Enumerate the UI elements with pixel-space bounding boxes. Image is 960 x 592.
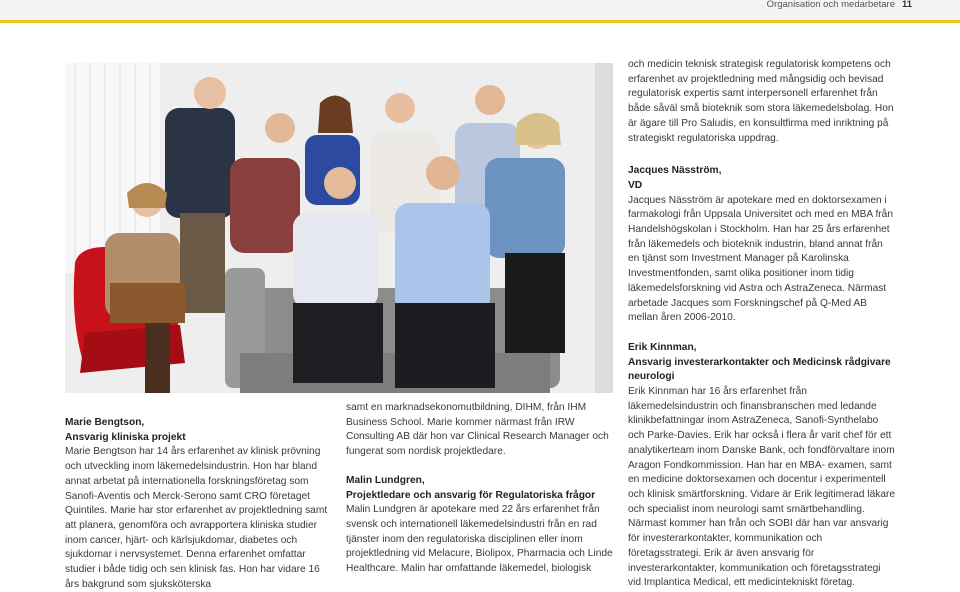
person-role: Ansvarig kliniska projekt (65, 431, 186, 443)
person-bio: Marie Bengtson har 14 års erfarenhet av klinisk prövning och utveckling inom läkemedelsindustrin. Hon har bland annat arbetat på internationella forskningsföretag som Sanofi-Aventis och Merck-Serono samt CRO företaget Quintiles. Marie har stor erfarenhet av projektledning samt att planera, genomföra och avrapportera kliniska studier inom cancer, hjärt- och kärlsjukdomar, diabetes och sjukdomar i nervsystemet. Denna erfarenhet omfattar studier i både tidig och sen klinisk fas. Hon har vidare 16 års bakgrund som sjuksköterska (65, 446, 328, 590)
page-number: 11 (901, 0, 912, 10)
person-name: Erik Kinnman, (628, 341, 697, 353)
person-bio: Malin Lundgren är apotekare med 22 års erfarenhet från svensk och internationell läkemedelsindustri från en rad tjänster inom den regulatoriska disciplinen eller inom projektledning vid Melacure, Biolipox, Pharmacia och Linde Healthcare. Malin har omfattande läkemedel, biologisk (346, 504, 613, 575)
column-right (628, 58, 896, 591)
person-name: Jacques Näsström, (628, 165, 722, 177)
person-bio: Erik Kinnman har 16 års erfarenhet från läkemedelsindustrin och finansbranschen med ledande klinikbefattningar inom AstraZeneca, Sanofi-Synthelabo och Parke-Davies. Erik har också i flera år varit chef för ett analytikerteam inom Danske Bank, och fondförvaltare inom Aragon Fondkommission. Han har en MBA- examen, samt en medicine doktorsexamen och docentur i experimentell och klinisk smärtforskning. Vidare är Erik legitimerad läkare och specialist inom neurologi samt smärtbehandling. Närmast kommer han från och SOBI där han var ansvarig för investerarkontakter, kommunikation och företagsstrategi. Erik är även ansvarig för investerarkontakter, kommunikation och företagsstrategi vid Implantica Medical, ett medicintekniskt företag. (628, 386, 896, 589)
person-role: Ansvarig investerarkontakter och Medicinsk rådgivare neurologi (628, 356, 891, 383)
continued-bio: samt en marknadsekonomutbildning, DIHM, från IHM Business School. Marie kommer närmast från IRW Consulting AB där hon var Clinical Research Manager och fungerat som nordisk projektledare. (346, 402, 609, 458)
person-role: VD (628, 179, 643, 191)
person-role: Projektledare och ansvarig för Regulatoriska frågor (346, 489, 596, 501)
column-middle (346, 401, 618, 577)
person-name: Malin Lundgren, (346, 474, 425, 486)
header-accent-rule (0, 20, 960, 23)
person-name: Marie Bengtson, (65, 417, 145, 428)
person-bio: Jacques Näsström är apotekare med en doktorsexamen i farmakologi från Uppsala Universitet och med en MBA från Handelshögskolan i Stockholm. Han har 25 års erfarenhet från läkemedels och bioteknik industrin, bland annat från en tjänst som Investment Manager på Karolinska Investmentfonden, samt olika positioner inom tidig läkemedelsforskning vid Astra och AstraZeneca. Närmast arbetade Jacques som Forskningschef på Q-Med AB mellan åren 2006-2010. (628, 194, 893, 324)
column-left (65, 416, 333, 592)
team-photo (65, 63, 613, 393)
continued-bio: och medicin teknisk strategisk regulatorisk kompetens och erfarenhet av projektledning med mångsidig och bevisad regulatorisk expertis samt interpersonell erfarenhet från både såväl små bioteknik som stora läkemedelsbolag. Hon är ägare till Pro Saludis, en konsultfirma med inriktning på strategiskt regulatoriska uppdrag. (628, 59, 894, 144)
section-title: Organisation och medarbetare (766, 0, 895, 10)
